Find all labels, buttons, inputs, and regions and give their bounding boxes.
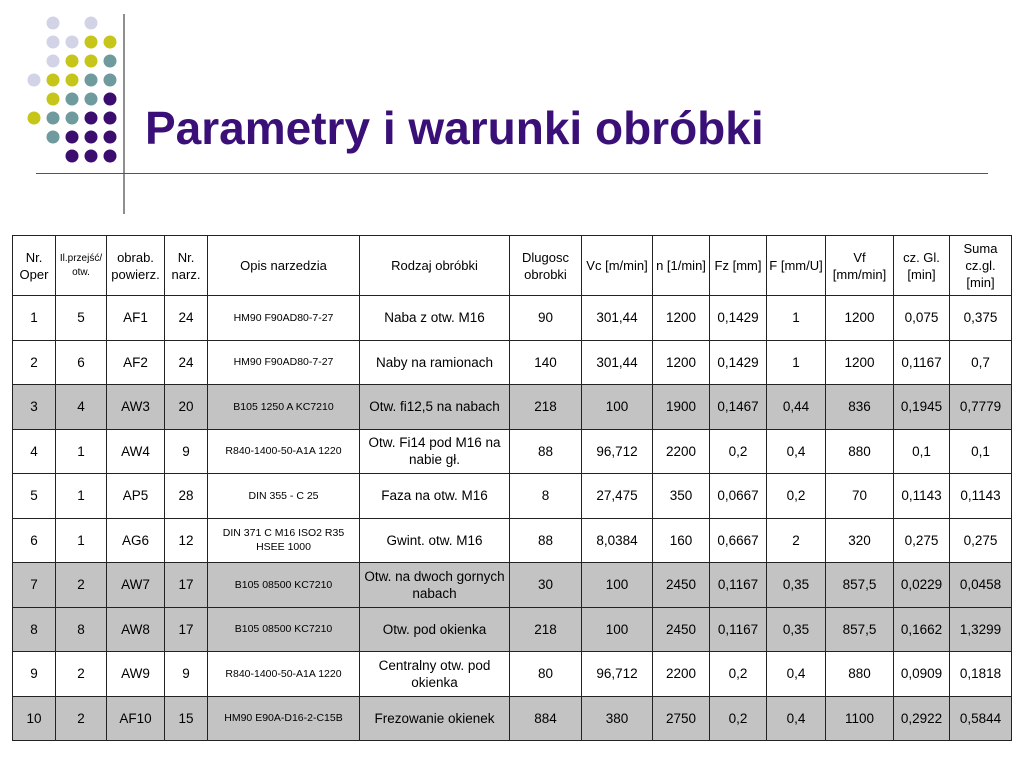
header-nr-oper: Nr. Oper (13, 236, 56, 296)
header-opis-narzedzia: Opis narzedzia (208, 236, 360, 296)
header-suma-cz-gl: Suma cz.gl. [min] (950, 236, 1012, 296)
table-row (13, 563, 1012, 608)
cell-il-przejsc: 1 (56, 429, 107, 474)
cell-vf: 320 (826, 518, 894, 563)
cell-n: 2200 (653, 429, 710, 474)
cell-il-przejsc: 8 (56, 607, 107, 652)
cell-opis-narzedzia: HM90 F90AD80-7-27 (208, 340, 360, 385)
cell-vc: 96,712 (582, 429, 653, 474)
dot-row-5 (47, 93, 117, 106)
cell-dlugosc-obrobki: 8 (510, 474, 582, 519)
cell-dlugosc-obrobki: 140 (510, 340, 582, 385)
header-vf: Vf [mm/min] (826, 236, 894, 296)
cell-vf: 1100 (826, 696, 894, 741)
cell-obrab-powierz: AW3 (107, 385, 165, 430)
cell-dlugosc-obrobki: 80 (510, 652, 582, 697)
cell-il-przejsc: 2 (56, 563, 107, 608)
cell-rodzaj-obrobki: Gwint. otw. M16 (360, 518, 510, 563)
cell-vc: 301,44 (582, 340, 653, 385)
cell-n: 350 (653, 474, 710, 519)
cell-vf: 857,5 (826, 607, 894, 652)
cell-nr-narz: 17 (165, 607, 208, 652)
cell-obrab-powierz: AF10 (107, 696, 165, 741)
cell-fz: 0,2 (710, 696, 767, 741)
cell-vf: 880 (826, 652, 894, 697)
cell-dlugosc-obrobki: 218 (510, 385, 582, 430)
cell-opis-narzedzia: DIN 355 - C 25 (208, 474, 360, 519)
cell-obrab-powierz: AG6 (107, 518, 165, 563)
cell-vc: 27,475 (582, 474, 653, 519)
header-n: n [1/min] (653, 236, 710, 296)
cell-opis-narzedzia: B105 08500 KC7210 (208, 563, 360, 608)
cell-il-przejsc: 2 (56, 652, 107, 697)
cell-cz-gl: 0,1 (894, 429, 950, 474)
header-dlugosc-obrobki: Dlugosc obrobki (510, 236, 582, 296)
table-row (13, 429, 1012, 474)
table-row (13, 607, 1012, 652)
cell-cz-gl: 0,2922 (894, 696, 950, 741)
cell-suma-cz-gl: 0,1818 (950, 652, 1012, 697)
cell-fz: 0,0667 (710, 474, 767, 519)
cell-vc: 8,0384 (582, 518, 653, 563)
cell-vc: 96,712 (582, 652, 653, 697)
page-title: Parametry i warunki obróbki (145, 102, 764, 154)
header-f: F [mm/U] (767, 236, 826, 296)
table-header-row (13, 236, 1012, 296)
cell-opis-narzedzia: HM90 E90A-D16-2-C15B (208, 696, 360, 741)
cell-nr-narz: 24 (165, 340, 208, 385)
cell-suma-cz-gl: 0,1 (950, 429, 1012, 474)
cell-nr-narz: 20 (165, 385, 208, 430)
header-vc: Vc [m/min] (582, 236, 653, 296)
dot-row-1 (47, 17, 98, 30)
cell-fz: 0,1167 (710, 607, 767, 652)
header-obrab-powierz: obrab. powierz. (107, 236, 165, 296)
cell-fz: 0,6667 (710, 518, 767, 563)
cell-nr-oper: 6 (13, 518, 56, 563)
table-row (13, 296, 1012, 341)
cell-dlugosc-obrobki: 88 (510, 429, 582, 474)
cell-f: 1 (767, 340, 826, 385)
header-il-przejsc: Il.przejść/otw. (56, 236, 107, 296)
dot-row-7 (47, 131, 117, 144)
cell-opis-narzedzia: B105 08500 KC7210 (208, 607, 360, 652)
cell-obrab-powierz: AF1 (107, 296, 165, 341)
cell-suma-cz-gl: 0,1143 (950, 474, 1012, 519)
cell-rodzaj-obrobki: Otw. fi12,5 na nabach (360, 385, 510, 430)
cell-f: 0,2 (767, 474, 826, 519)
cell-vf: 70 (826, 474, 894, 519)
cell-n: 160 (653, 518, 710, 563)
header-rodzaj-obrobki: Rodzaj obróbki (360, 236, 510, 296)
header-fz: Fz [mm] (710, 236, 767, 296)
cell-suma-cz-gl: 0,7779 (950, 385, 1012, 430)
cell-n: 2450 (653, 563, 710, 608)
cell-il-przejsc: 6 (56, 340, 107, 385)
dot-row-3 (47, 55, 117, 68)
cell-dlugosc-obrobki: 88 (510, 518, 582, 563)
cell-cz-gl: 0,075 (894, 296, 950, 341)
cell-vf: 857,5 (826, 563, 894, 608)
cell-nr-narz: 9 (165, 429, 208, 474)
cell-nr-narz: 9 (165, 652, 208, 697)
cell-cz-gl: 0,0229 (894, 563, 950, 608)
cell-n: 1200 (653, 296, 710, 341)
cell-nr-oper: 7 (13, 563, 56, 608)
table-row (13, 652, 1012, 697)
cell-suma-cz-gl: 0,375 (950, 296, 1012, 341)
cell-vf: 836 (826, 385, 894, 430)
cell-nr-oper: 8 (13, 607, 56, 652)
cell-suma-cz-gl: 0,0458 (950, 563, 1012, 608)
cell-fz: 0,2 (710, 429, 767, 474)
cell-f: 0,35 (767, 607, 826, 652)
cell-obrab-powierz: AF2 (107, 340, 165, 385)
cell-rodzaj-obrobki: Otw. Fi14 pod M16 na nabie gł. (360, 429, 510, 474)
cell-cz-gl: 0,1143 (894, 474, 950, 519)
cell-rodzaj-obrobki: Otw. pod okienka (360, 607, 510, 652)
dot-row-8 (66, 150, 117, 163)
cell-il-przejsc: 5 (56, 296, 107, 341)
cell-opis-narzedzia: R840-1400-50-A1A 1220 (208, 429, 360, 474)
cell-opis-narzedzia: R840-1400-50-A1A 1220 (208, 652, 360, 697)
cell-suma-cz-gl: 0,7 (950, 340, 1012, 385)
cell-nr-narz: 24 (165, 296, 208, 341)
cell-rodzaj-obrobki: Naby na ramionach (360, 340, 510, 385)
cell-cz-gl: 0,1167 (894, 340, 950, 385)
cell-vf: 880 (826, 429, 894, 474)
cell-obrab-powierz: AP5 (107, 474, 165, 519)
cell-f: 2 (767, 518, 826, 563)
cell-dlugosc-obrobki: 218 (510, 607, 582, 652)
dot-row-2 (47, 36, 117, 49)
cell-nr-oper: 5 (13, 474, 56, 519)
vertical-divider (123, 14, 125, 214)
cell-il-przejsc: 1 (56, 518, 107, 563)
table-row (13, 474, 1012, 519)
cell-suma-cz-gl: 0,5844 (950, 696, 1012, 741)
dot-row-6 (28, 112, 117, 125)
cell-nr-oper: 10 (13, 696, 56, 741)
cell-obrab-powierz: AW7 (107, 563, 165, 608)
cell-suma-cz-gl: 0,275 (950, 518, 1012, 563)
cell-cz-gl: 0,275 (894, 518, 950, 563)
table-row (13, 696, 1012, 741)
cell-nr-narz: 17 (165, 563, 208, 608)
cell-f: 0,44 (767, 385, 826, 430)
cell-vf: 1200 (826, 340, 894, 385)
cell-nr-oper: 1 (13, 296, 56, 341)
cell-obrab-powierz: AW8 (107, 607, 165, 652)
cell-f: 0,35 (767, 563, 826, 608)
cell-dlugosc-obrobki: 90 (510, 296, 582, 341)
decorative-dot-grid (0, 0, 130, 170)
dot-row-4 (28, 74, 117, 87)
horizontal-divider (36, 173, 988, 174)
cell-n: 2750 (653, 696, 710, 741)
cell-rodzaj-obrobki: Centralny otw. pod okienka (360, 652, 510, 697)
cell-n: 2200 (653, 652, 710, 697)
cell-rodzaj-obrobki: Frezowanie okienek (360, 696, 510, 741)
cell-obrab-powierz: AW9 (107, 652, 165, 697)
table-row (13, 340, 1012, 385)
cell-fz: 0,1429 (710, 296, 767, 341)
cell-n: 1200 (653, 340, 710, 385)
cell-nr-oper: 9 (13, 652, 56, 697)
cell-f: 0,4 (767, 429, 826, 474)
cell-n: 1900 (653, 385, 710, 430)
cell-il-przejsc: 4 (56, 385, 107, 430)
cell-opis-narzedzia: B105 1250 A KC7210 (208, 385, 360, 430)
cell-rodzaj-obrobki: Naba z otw. M16 (360, 296, 510, 341)
cell-vc: 380 (582, 696, 653, 741)
cell-rodzaj-obrobki: Faza na otw. M16 (360, 474, 510, 519)
header-nr-narz: Nr. narz. (165, 236, 208, 296)
cell-vc: 100 (582, 563, 653, 608)
cell-obrab-powierz: AW4 (107, 429, 165, 474)
cell-nr-oper: 3 (13, 385, 56, 430)
cell-dlugosc-obrobki: 884 (510, 696, 582, 741)
cell-cz-gl: 0,1662 (894, 607, 950, 652)
cell-vc: 100 (582, 385, 653, 430)
cell-il-przejsc: 1 (56, 474, 107, 519)
machining-parameters-table (12, 235, 1012, 741)
cell-f: 0,4 (767, 652, 826, 697)
cell-fz: 0,2 (710, 652, 767, 697)
cell-vc: 100 (582, 607, 653, 652)
cell-dlugosc-obrobki: 30 (510, 563, 582, 608)
table-row (13, 518, 1012, 563)
cell-vc: 301,44 (582, 296, 653, 341)
header-cz-gl: cz. Gl. [min] (894, 236, 950, 296)
cell-nr-oper: 2 (13, 340, 56, 385)
cell-f: 0,4 (767, 696, 826, 741)
cell-nr-oper: 4 (13, 429, 56, 474)
cell-fz: 0,1429 (710, 340, 767, 385)
cell-cz-gl: 0,0909 (894, 652, 950, 697)
cell-rodzaj-obrobki: Otw. na dwoch gornych nabach (360, 563, 510, 608)
cell-suma-cz-gl: 1,3299 (950, 607, 1012, 652)
cell-il-przejsc: 2 (56, 696, 107, 741)
cell-nr-narz: 28 (165, 474, 208, 519)
cell-n: 2450 (653, 607, 710, 652)
cell-nr-narz: 15 (165, 696, 208, 741)
cell-nr-narz: 12 (165, 518, 208, 563)
cell-fz: 0,1467 (710, 385, 767, 430)
cell-opis-narzedzia: HM90 F90AD80-7-27 (208, 296, 360, 341)
cell-fz: 0,1167 (710, 563, 767, 608)
cell-vf: 1200 (826, 296, 894, 341)
cell-cz-gl: 0,1945 (894, 385, 950, 430)
table-row (13, 385, 1012, 430)
cell-opis-narzedzia: DIN 371 C M16 ISO2 R35 HSEE 1000 (208, 518, 360, 563)
cell-f: 1 (767, 296, 826, 341)
